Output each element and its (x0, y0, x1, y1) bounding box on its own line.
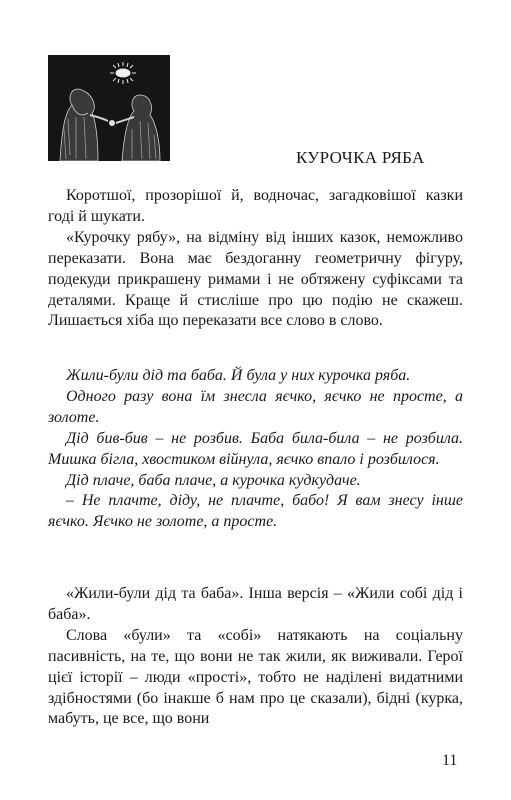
page-number: 11 (442, 752, 458, 769)
tale-illustration (48, 55, 170, 161)
commentary-text (48, 584, 463, 730)
intro-paragraph-1: Коротшої, прозорішої й, водночас, загадковішої казки годі й шукати. (48, 187, 463, 225)
commentary-paragraph-1: «Жили-були дід та баба». Інша версія – «Жили собі дід і баба». (48, 585, 463, 623)
radiant-egg-icon (110, 62, 136, 84)
tale-paragraph-2: Одного разу вона їм знесла яєчко, яєчко не просте, а золоте. (48, 387, 463, 426)
hands-egg-icon (109, 120, 115, 126)
tale-paragraph-1: Жили-були дід та баба. Й була у них курочка ряба. (66, 367, 411, 384)
tale-text (48, 366, 463, 533)
tale-paragraph-3: Дід бив-бив – не розбив. Баба била-била – не розбила. Мишка бігла, хвостиком війнула, яєчко впало і розбилося. (48, 429, 463, 468)
commentary-paragraph-2: Слова «були» та «собі» натякають на соціальну пасивність, на те, що вони не так жили, як виживали. Герої цієї історії – люди «прості», тобто не наділені видатними здібностями (бо інакше б нам про це сказали), бідні (курка, мабуть, це все, що вони (48, 626, 463, 728)
tale-paragraph-5: – Не плачте, діду, не плачте, бабо! Я вам знесу інше яєчко. Яєчко не золоте, а просте. (48, 492, 463, 531)
page-title: КУРОЧКА РЯБА (296, 148, 425, 167)
intro-paragraph-2: «Курочку рябу», на відміну від інших казок, неможливо переказати. Вона має бездоганну геометричну фігуру, подекуди прикрашену римами і не обтяжену суфіксами та деталями. Краще й стисліше про цю подію не скажеш. Лишається хіба що переказати все слово в слово. (48, 228, 463, 330)
tale-paragraph-4: Дід плаче, баба плаче, а курочка кудкудаче. (66, 471, 361, 489)
illustration-drawing (48, 55, 170, 161)
intro-text (48, 186, 463, 332)
